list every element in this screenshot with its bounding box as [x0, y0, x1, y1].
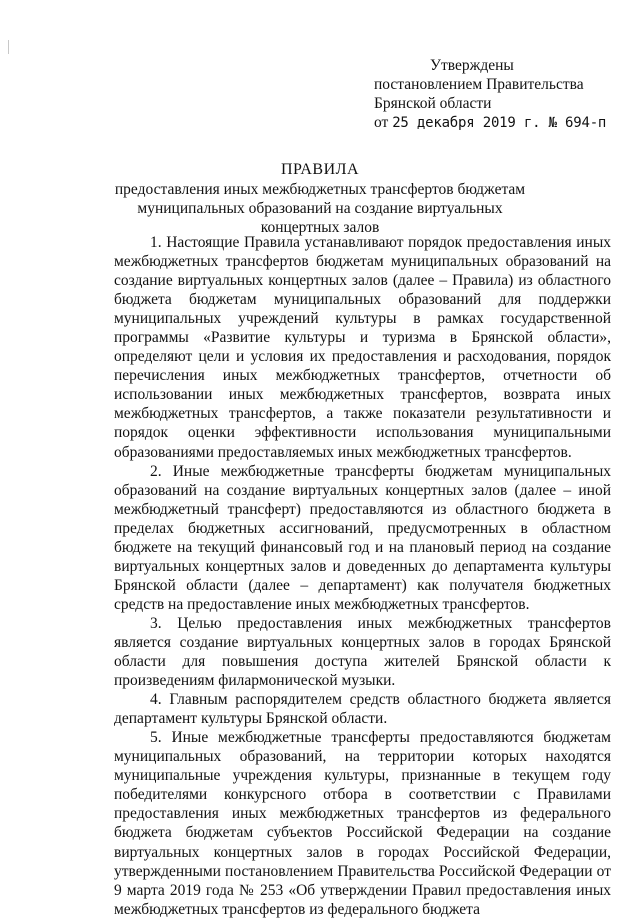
paragraph-3: 3. Целью предоставления иных межбюджетных трансфертов является создание виртуальных концертных залов в городах Брянской области для повышения доступа жителей Брянской области к произведениям филармонической музыки. — [114, 614, 611, 690]
approval-block — [374, 56, 624, 133]
document-subtitle: предоставления иных межбюджетных трансфертов бюджетам муниципальных образований на создание виртуальных концертных залов — [114, 181, 526, 236]
scan-margin-mark — [8, 40, 9, 54]
document-body — [114, 233, 611, 919]
approval-date-line — [374, 113, 624, 133]
approval-date-stamp: 25 декабря 2019 г. № 694-п — [392, 115, 607, 131]
approval-line-resolution: постановлением Правительства — [374, 76, 584, 93]
approval-line-approved: Утверждены — [430, 57, 514, 74]
approval-date-prefix: от — [374, 114, 389, 131]
paragraph-2: 2. Иные межбюджетные трансферты бюджетам муниципальных образований на создание виртуальных концертных залов (далее – иной межбюджетный трансферт) предоставляются из областного бюджета в пределах бюджетных ассигнований, предусмотренных в областном бюджете на текущий финансовый год и на плановый период на создание виртуальных концертных залов и доведенных до департамента культуры Брянской области (далее – департамент) как получателя бюджетных средств на предоставление иных межбюджетных трансфертов. — [114, 462, 611, 613]
approval-line-region: Брянской области — [374, 95, 492, 112]
document-title: ПРАВИЛА — [280, 161, 360, 178]
paragraph-1: 1. Настоящие Правила устанавливают порядок предоставления иных межбюджетных трансфертов бюджетам муниципальных образований на создание виртуальных концертных залов (далее – Правила) из областного бюджета бюджетам муниципальных образований для поддержки муниципальных учреждений культуры в рамках государственной программы «Развитие культуры и туризма в Брянской области», определяют цели и условия их предоставления и расходования, порядок перечисления иных межбюджетных трансфертов, отчетности об использовании иных межбюджетных трансфертов, возврата иных межбюджетных трансфертов, а также показатели результативности и порядок оценки эффективности использования муниципальными образованиями предоставляемых иных межбюджетных трансфертов. — [114, 234, 611, 461]
paragraph-4: 4. Главным распорядителем средств областного бюджета является департамент культуры Брянской области. — [114, 691, 611, 728]
paragraph-5: 5. Иные межбюджетные трансферты предоставляются бюджетам муниципальных образований, на территории которых находятся муниципальные учреждения культуры, признанные в текущем году победителями конкурсного отбора в соответствии с Правилами предоставления иных межбюджетных трансфертов из федерального бюджета бюджетам субъектов Российской Федерации на создание виртуальных концертных залов в городах Российской Федерации, утвержденными постановлением Правительства Российской Федерации от 9 марта 2019 года № 253 «Об утверждении Правил предоставления иных межбюджетных трансфертов из федерального бюджета — [114, 729, 611, 918]
